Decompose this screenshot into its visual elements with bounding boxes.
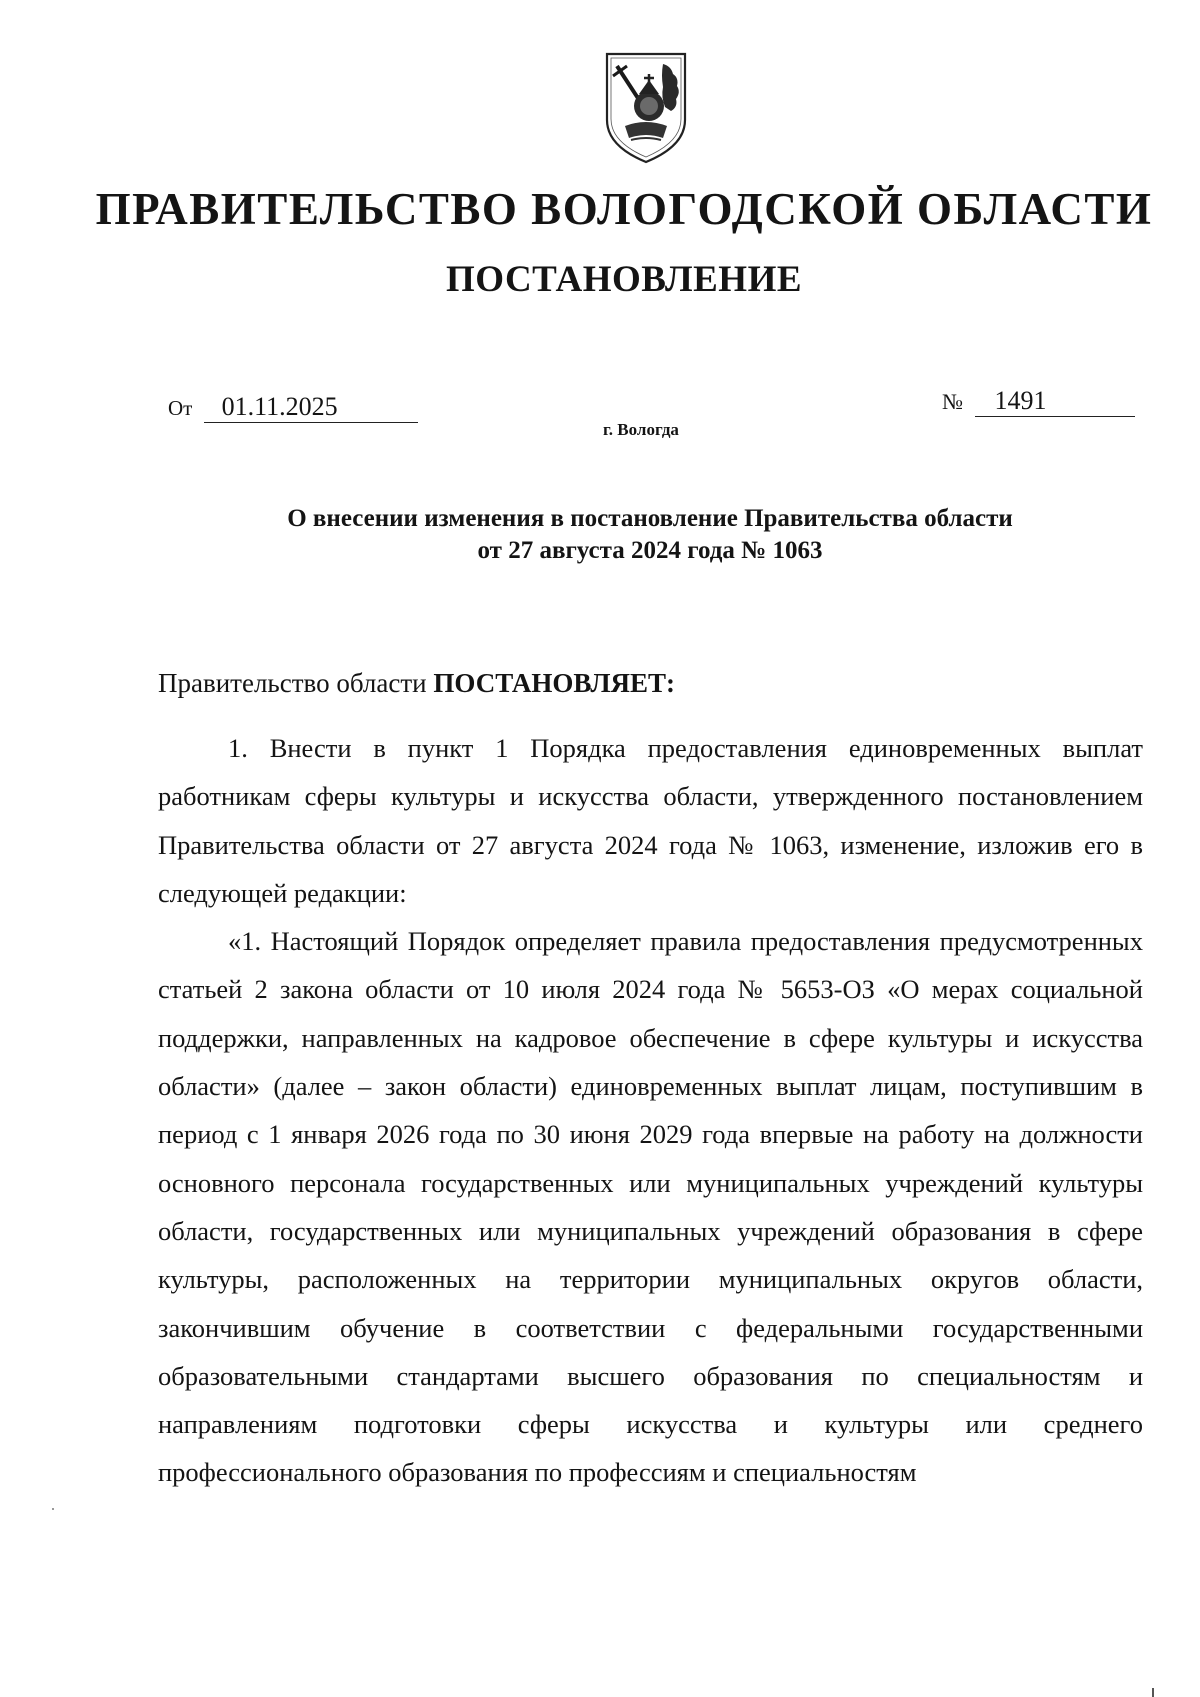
paragraph-1: 1. Внести в пункт 1 Порядка предоставления единовременных выплат работникам сферы культуры и искусства области, утвержденного постановлением Правительства области от 27 августа 2024 года № 1063, изменение, изложив его в следующей редакции: xyxy=(158,733,1143,908)
organization-title: ПРАВИТЕЛЬСТВО ВОЛОГОДСКОЙ ОБЛАСТИ xyxy=(95,184,1153,234)
document-subject xyxy=(150,503,1150,567)
preamble xyxy=(158,668,675,699)
number-field xyxy=(942,386,1135,417)
city-label: г. Вологда xyxy=(603,420,679,439)
coat-of-arms-icon xyxy=(603,50,689,166)
document-type: ПОСТАНОВЛЕНИЕ xyxy=(445,259,803,300)
document-body xyxy=(158,724,1143,1497)
paragraph-2: «1. Настоящий Порядок определяет правила предоставления предусмотренных статьей 2 закона области от 10 июля 2024 года № 5653-ОЗ «О мерах социальной поддержки, направленных на кадровое обеспечение в сфере культуры и искусства области» (далее – закон области) единовременных выплат лицам, поступившим в период с 1 января 2026 года по 30 июня 2029 года впервые на работу на должности основного персонала государственных или муниципальных учреждений культуры области, государственных или муниципальных учреждений образования в сфере культуры, расположенных на территории муниципальных округов области, закончившим обучение в соответствии с федеральными государственными образовательными стандартами высшего образования по специальностям и направлениям подготовки сферы искусства и культуры или среднего профессионального образования по профессиям и специальностям xyxy=(158,926,1143,1488)
subject-line-1: О внесении изменения в постановление Правительства области xyxy=(287,505,1013,532)
document-number: 1491 xyxy=(975,386,1135,417)
scan-artifact xyxy=(52,1508,54,1510)
date-field xyxy=(168,392,418,423)
subject-line-2: от 27 августа 2024 года № 1063 xyxy=(477,537,823,564)
date-label: От xyxy=(168,396,193,420)
preamble-text: Правительство области xyxy=(158,668,434,698)
scan-artifact xyxy=(1152,1688,1154,1697)
preamble-decree-word: ПОСТАНОВЛЯЕТ: xyxy=(433,668,675,698)
document-date: 01.11.2025 xyxy=(204,392,418,423)
number-label: № xyxy=(942,389,963,414)
